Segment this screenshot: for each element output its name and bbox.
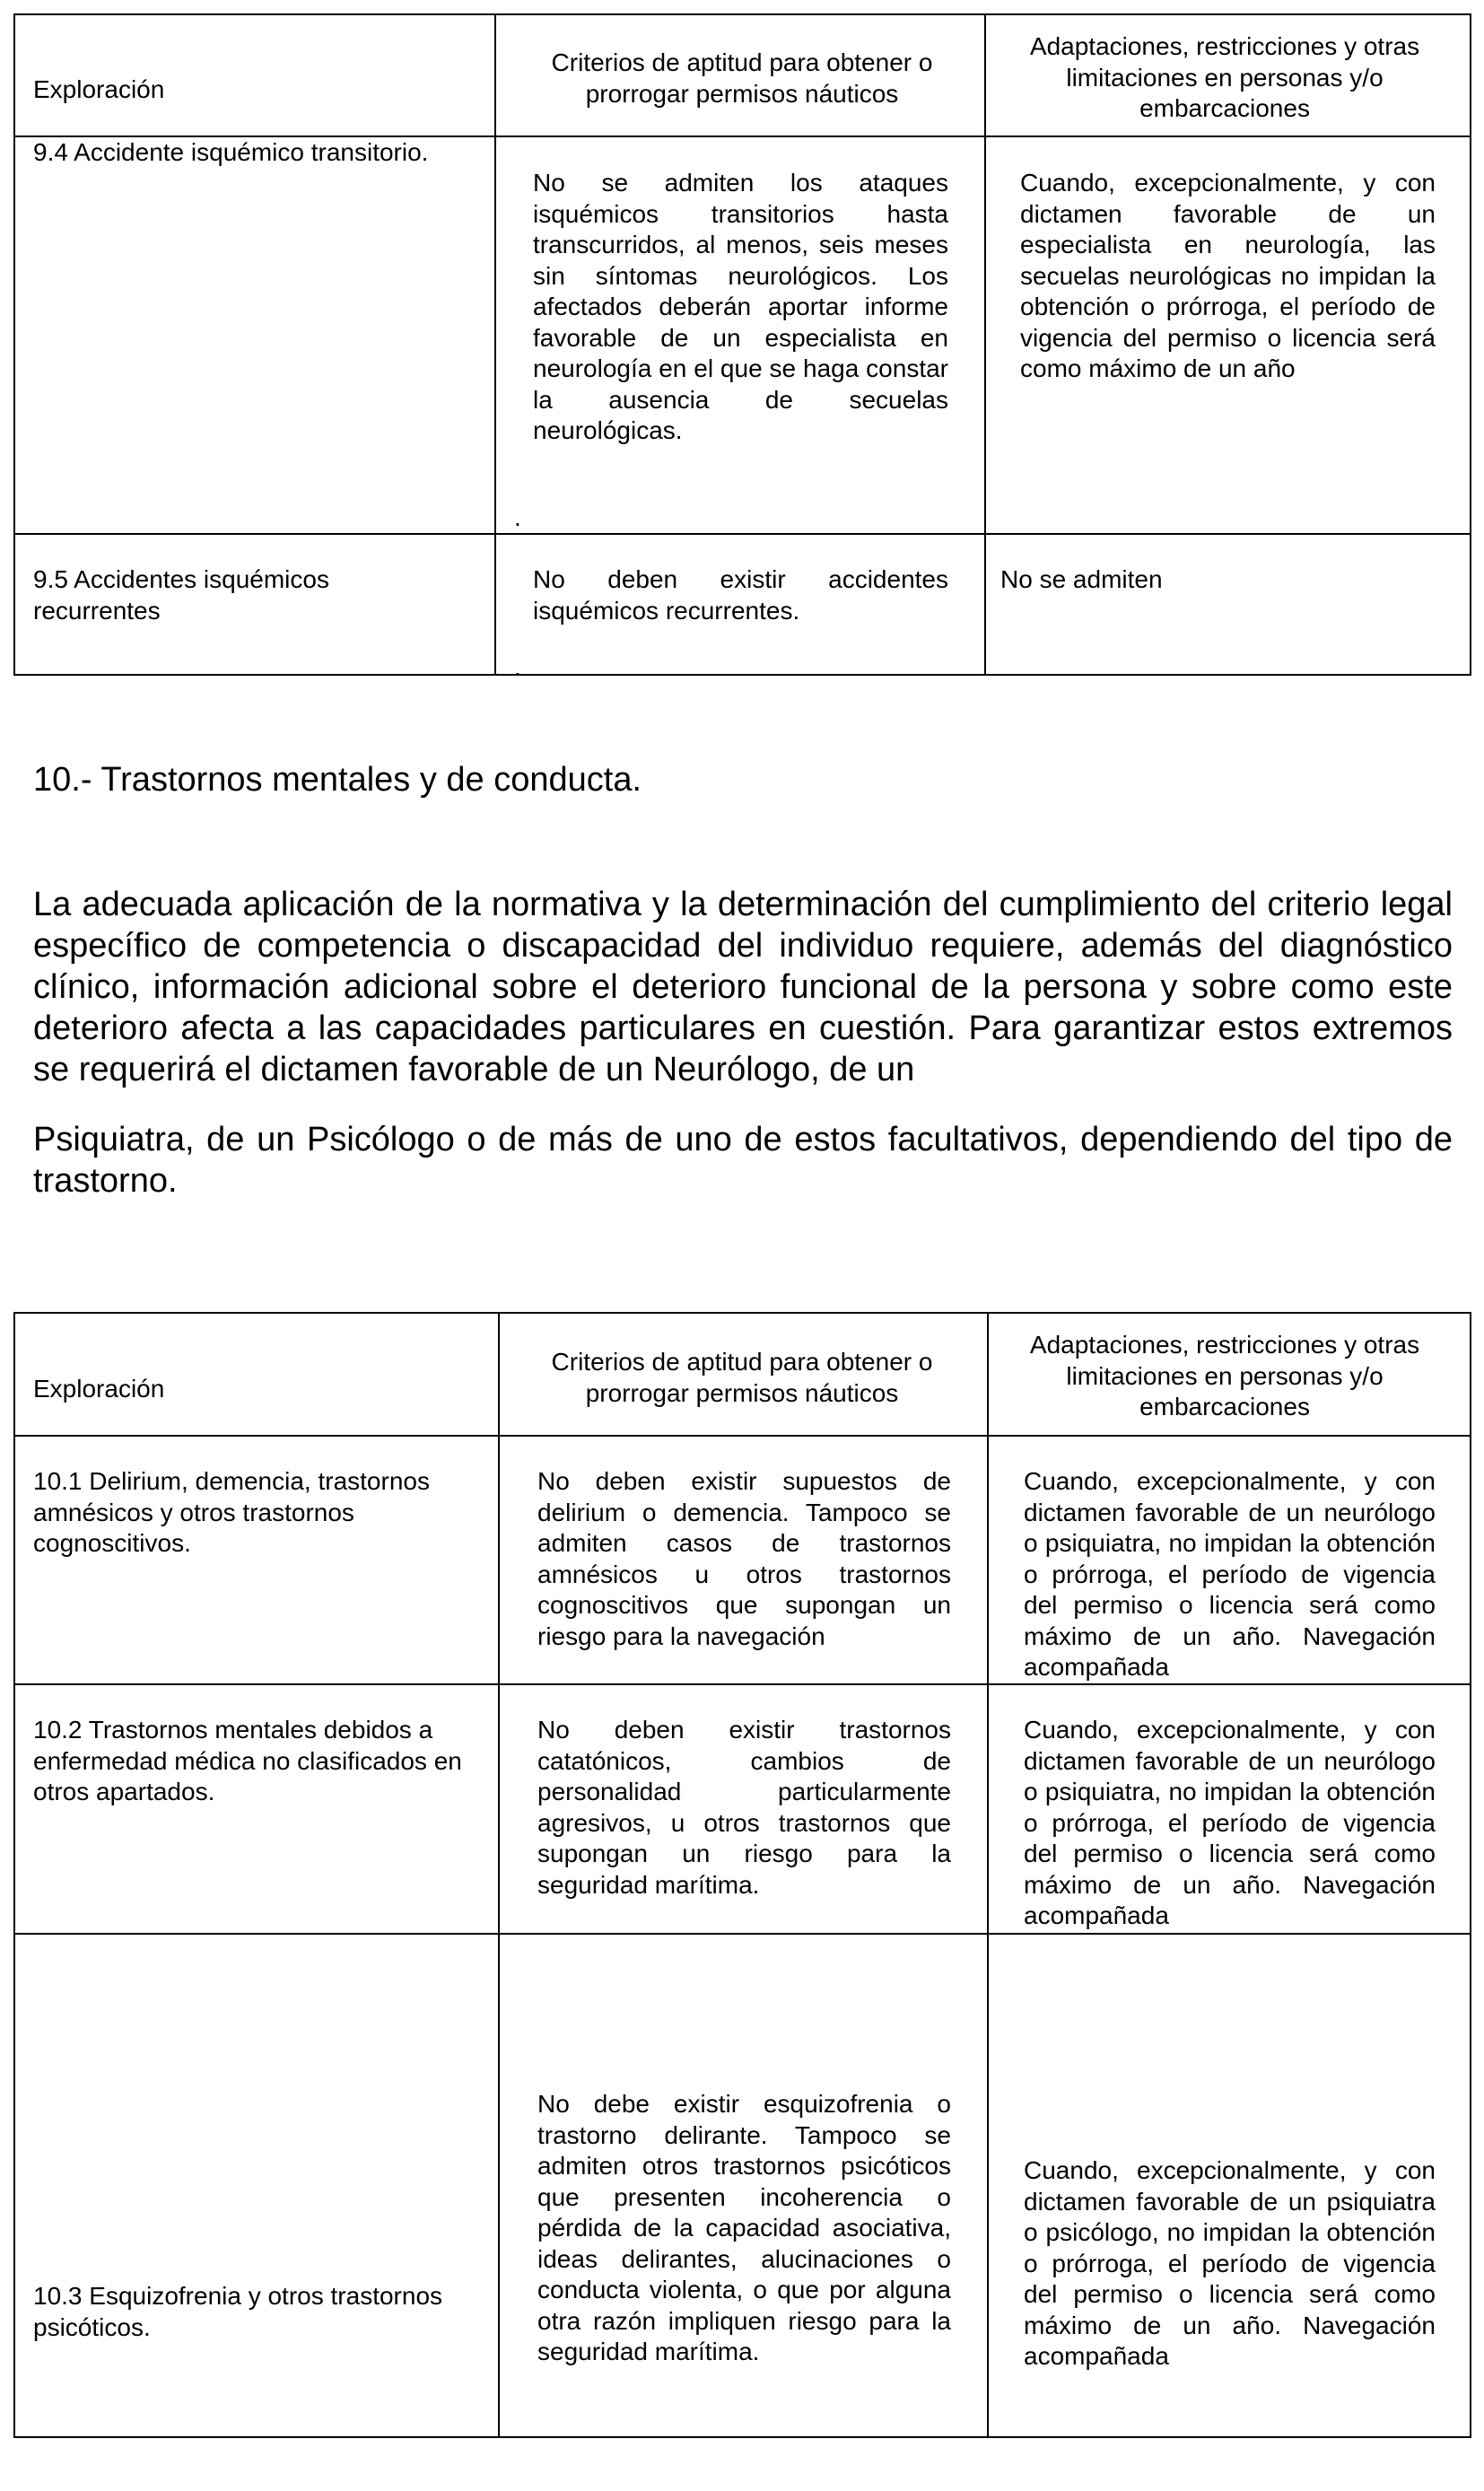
table-row-exploracion: 10.1 Delirium, demencia, trastornos amnésicos y otros trastornos cognoscitivos. bbox=[33, 1467, 430, 1557]
row-divider bbox=[15, 1683, 1470, 1685]
table-row-criterios: No debe existir esquizofrenia o trastorno delirante. Tampoco se admiten otros trastornos psicóticos que presenten incoherencia o pérdida de la capacidad asociativa, ideas delirantes, alucinaciones o conducta violenta, o que por alguna otra razón impliquen riesgo para la seguridad marítima. bbox=[537, 2090, 951, 2365]
header-criterios: Criterios de aptitud para obtener o prorrogar permisos náuticos bbox=[551, 48, 933, 108]
row-divider bbox=[15, 1933, 1470, 1935]
header-adaptaciones: Adaptaciones, restricciones y otras limitaciones en personas y/o embarcaciones bbox=[1029, 1331, 1420, 1420]
table-row-adaptaciones: No se admiten bbox=[1000, 565, 1163, 593]
table-row-mark: . bbox=[514, 653, 521, 681]
table-row-exploracion: 9.4 Accidente isquémico transitorio. bbox=[33, 138, 429, 166]
header-exploracion: Exploración bbox=[33, 75, 165, 103]
row-divider bbox=[15, 1435, 1470, 1437]
section-paragraph: La adecuada aplicación de la normativa y la determinación del cumplimiento del criterio legal específico de competencia o discapacidad del individuo requiere, además del diagnóstico clínico, información adicional sobre el deterioro funcional de la persona y sobre como este deterioro afecta a las capacidades particulares en cuestión. Para garantizar estos extremos se requerirá el dictamen favorable de un Neurólogo, de un bbox=[33, 886, 1453, 1088]
table-row-adaptaciones: Cuando, excepcionalmente, y con dictamen favorable de un especialista en neurología, las secuelas neurológicas no impidan la obtención o prórroga, el período de vigencia del permiso o licencia será como máximo de un año bbox=[1020, 169, 1436, 382]
table-row-exploracion: 9.5 Accidentes isquémicos recurrentes bbox=[33, 565, 329, 625]
row-divider bbox=[15, 533, 1470, 535]
table-row-adaptaciones: Cuando, excepcionalmente, y con dictamen favorable de un neurólogo o psiquiatra, no impidan la obtención o prórroga, el período de vigencia del permiso o licencia será como máximo de un año. Navegación acompañada bbox=[1024, 1716, 1436, 1929]
header-criterios: Criterios de aptitud para obtener o prorrogar permisos náuticos bbox=[551, 1348, 933, 1407]
table-trastornos-mentales bbox=[13, 1312, 1471, 2438]
section-paragraph-continued: Psiquiatra, de un Psicólogo o de más de uno de estos facultativos, dependiendo del tipo de trastorno. bbox=[33, 1121, 1453, 1200]
table-row-exploracion: 10.3 Esquizofrenia y otros trastornos psicóticos. bbox=[33, 2282, 443, 2341]
section-heading: 10.- Trastornos mentales y de conducta. bbox=[33, 761, 642, 799]
table-row-criterios: No deben existir trastornos catatónicos, cambios de personalidad particularmente agresivos, u otros trastornos que supongan un riesgo para la seguridad marítima. bbox=[537, 1716, 951, 1899]
header-exploracion: Exploración bbox=[33, 1375, 165, 1403]
table-row-exploracion: 10.2 Trastornos mentales debidos a enfermedad médica no clasificados en otros apartados. bbox=[33, 1716, 462, 1805]
column-divider bbox=[987, 1314, 989, 2436]
column-divider bbox=[494, 15, 496, 674]
column-divider bbox=[984, 15, 986, 674]
table-row-criterios: No se admiten los ataques isquémicos transitorios hasta transcurridos, al menos, seis meses sin síntomas neurológicos. Los afectados deberán aportar informe favorable de un especialista en neurología en el que se haga constar la ausencia de secuelas neurológicas. bbox=[533, 169, 948, 444]
table-row-adaptaciones: Cuando, excepcionalmente, y con dictamen favorable de un psiquiatra o psicólogo, no impidan la obtención o prórroga, el período de vigencia del permiso o licencia será como máximo de un año. Navegación acompañada bbox=[1024, 2156, 1436, 2370]
table-row-criterios: No deben existir accidentes isquémicos recurrentes. bbox=[533, 565, 948, 625]
table-neurologia bbox=[13, 13, 1471, 681]
header-adaptaciones: Adaptaciones, restricciones y otras limitaciones en personas y/o embarcaciones bbox=[1029, 32, 1420, 122]
column-divider bbox=[498, 1314, 500, 2436]
table-row-adaptaciones: Cuando, excepcionalmente, y con dictamen favorable de un neurólogo o psiquiatra, no impidan la obtención o prórroga, el período de vigencia del permiso o licencia será como máximo de un año. Navegación acompañada bbox=[1024, 1467, 1436, 1681]
table-row-criterios: No deben existir supuestos de delirium o demencia. Tampoco se admiten casos de trastornos amnésicos u otros trastornos cognoscitivos que supongan un riesgo para la navegación bbox=[537, 1467, 951, 1650]
table-row-mark: . bbox=[514, 503, 521, 531]
